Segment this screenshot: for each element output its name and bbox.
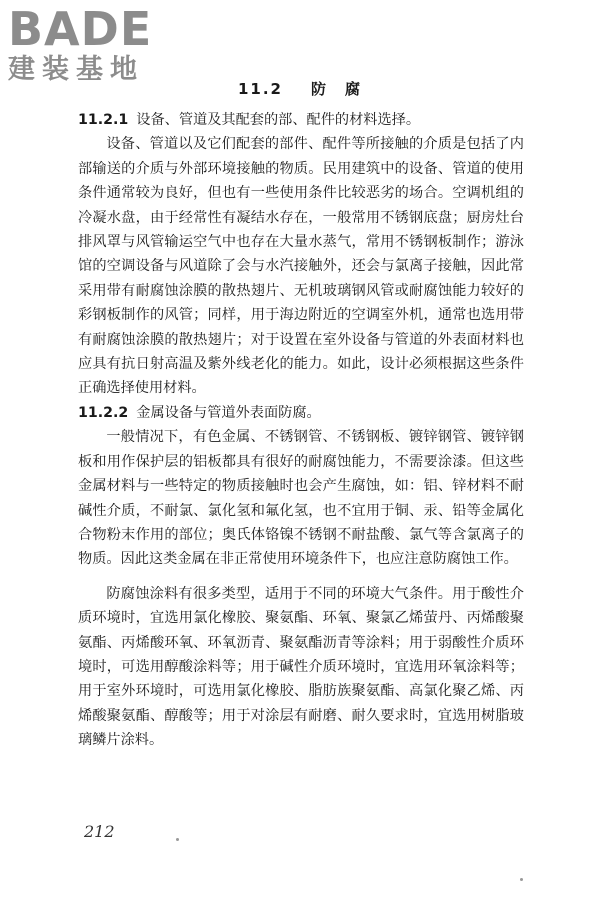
section-title-text: 防 腐 [311,80,363,98]
logo-brand: BADE [8,2,153,56]
section-title [0,78,600,99]
clause-title: 金属设备与管道外表面防腐。 [136,404,321,421]
page-number: 212 [84,822,115,841]
document-body [78,108,524,753]
clause-number: 11.2.2 [78,404,129,421]
logo-subtitle: 建装基地 [8,54,144,85]
scan-speck [176,838,179,841]
clause-heading [78,108,524,132]
section-number: 11.2 [237,80,283,98]
paragraph: 设备、管道以及它们配套的部件、配件等所接触的介质是包括了内部输送的介质与外部环境接触的物质。民用建筑中的设备、管道的使用条件通常较为良好，但也有一些使用条件比较恶劣的场合。空调机组的冷凝水盘，由于经常性有凝结水存在，一般常用不锈钢底盘；厨房灶台排风罩与风管输运空气中也存在大量水蒸气，常用不锈钢板制作；游泳馆的空调设备与风道除了会与水汽接触外，还会与氯离子接触，因此常采用带有耐腐蚀涂膜的散热翅片、无机玻璃钢风管或耐腐蚀能力较好的彩钢板制作的风管；同样，用于海边附近的空调室外机，通常也选用带有耐腐蚀涂膜的散热翅片；对于设置在室外设备与管道的外表面材料也应具有抗日射高温及紫外线老化的能力。如此，设计必须根据这些条件正确选择使用材料。 [78,136,524,397]
clause-title: 设备、管道及其配套的部、配件的材料选择。 [136,112,421,128]
scan-speck [520,878,523,881]
paragraph: 一般情况下，有色金属、不锈钢管、不锈钢板、镀锌钢管、镀锌钢板和用作保护层的铝板都具有很好的耐腐蚀能力，不需要涂漆。但这些金属材料与一些特定的物质接触时也会产生腐蚀，如：铝、锌材料不耐碱性介质，不耐氯、氯化氢和氟化氢，也不宜用于铜、汞、铅等金属化合物粉末作用的部位；奥氏体铬镍不锈钢不耐盐酸、氯气等含氯离子的物质。因此这类金属在非正常使用环境条件下，也应注意防腐蚀工作。 [78,429,524,568]
clause-number: 11.2.1 [78,112,129,128]
paragraph: 防腐蚀涂料有很多类型，适用于不同的环境大气条件。用于酸性介质环境时，宜选用氯化橡胶、聚氨酯、环氧、聚氯乙烯萤丹、丙烯酸聚氨酯、丙烯酸环氧、环氧沥青、聚氨酯沥青等涂料；用于弱酸性介质环境时，可选用醇酸涂料等；用于碱性介质环境时，宜选用环氧涂料等；用于室外环境时，可选用氯化橡胶、脂肪族聚氨酯、高氯化聚乙烯、丙烯酸聚氨酯、醇酸等；用于对涂层有耐磨、耐久要求时，宜选用树脂玻璃鳞片涂料。 [78,585,524,749]
paragraph-gap [78,572,524,582]
clause-heading [78,401,524,425]
